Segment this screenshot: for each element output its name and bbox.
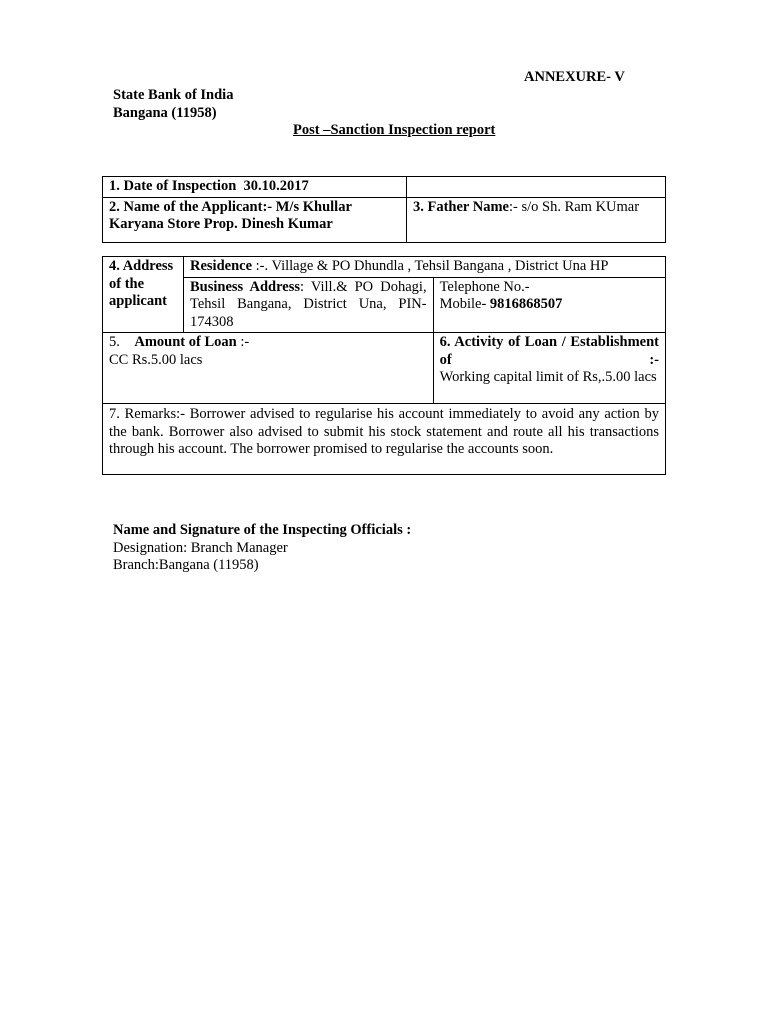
table-row (103, 257, 666, 278)
mobile-line (440, 296, 659, 314)
signature-heading: Name and Signature of the Inspecting Officials : (113, 522, 412, 538)
mobile-label: Mobile- (439, 296, 487, 312)
date-of-inspection-cell (103, 177, 407, 198)
table-row (103, 277, 666, 333)
telephone-label: Telephone No.- (439, 278, 530, 295)
date-value: 30.10.2017 (243, 178, 309, 194)
father-name-cell (407, 197, 666, 242)
report-title: Post –Sanction Inspection report (293, 122, 496, 138)
mobile-value: 9816868507 (489, 296, 563, 312)
loan-amount-cell (103, 333, 434, 404)
residence-value: :-. Village & PO Dhundla , Tehsil Bangana , District Una HP (252, 258, 609, 274)
inspection-details-table (102, 176, 666, 243)
table-row (103, 197, 666, 242)
loan-details-table (102, 256, 666, 475)
loan-suffix: :- (236, 334, 250, 350)
applicant-value: :- M/s Khullar Karyana Store Prop. Dinesh Kumar (109, 198, 352, 232)
telephone-cell (433, 277, 665, 333)
residence-cell (184, 257, 666, 278)
table-row (103, 333, 666, 404)
bank-name: State Bank of India (113, 87, 234, 103)
empty-cell (407, 177, 666, 198)
table-row (103, 177, 666, 198)
annexure-label: ANNEXURE- V (524, 69, 625, 85)
activity-cell (433, 333, 665, 404)
signature-block (113, 522, 411, 575)
remarks-cell: 7. Remarks:- Borrower advised to regularise his account immediately to avoid any action by the bank. Borrower also advised to submit his stock statement and route all his transactions through his account. The borrower promised to regularise the accounts soon. (103, 404, 666, 475)
applicant-label: 2. Name of the Applicant (109, 198, 263, 215)
business-value: : Vill.& PO Dohagi, Tehsil Bangana, District Una, PIN-174308 (190, 278, 427, 330)
loan-value: CC Rs.5.00 lacs (109, 351, 203, 368)
branch-name: Bangana (11958) (113, 104, 217, 121)
applicant-name-cell (103, 197, 407, 242)
loan-prefix: 5. (109, 334, 120, 350)
loan-amount-heading (109, 334, 427, 352)
father-label: 3. Father Name (413, 198, 509, 215)
father-value: :- s/o Sh. Ram KUmar (508, 198, 640, 215)
business-label: Business Address (190, 278, 301, 295)
address-label-cell: 4. Address of the applicant (103, 257, 184, 333)
bank-header (113, 87, 233, 122)
table-row (103, 404, 666, 475)
residence-label: Residence (190, 258, 253, 274)
activity-label: 6. Activity of Loan / Establishment of :- (439, 334, 659, 368)
signature-branch: Branch:Bangana (11958) (113, 557, 259, 573)
business-address-cell (184, 277, 434, 333)
loan-label: Amount of Loan (134, 334, 237, 350)
date-label: 1. Date of Inspection (109, 178, 237, 194)
activity-value: Working capital limit of Rs,.5.00 lacs (439, 369, 657, 385)
designation: Designation: Branch Manager (113, 539, 288, 556)
